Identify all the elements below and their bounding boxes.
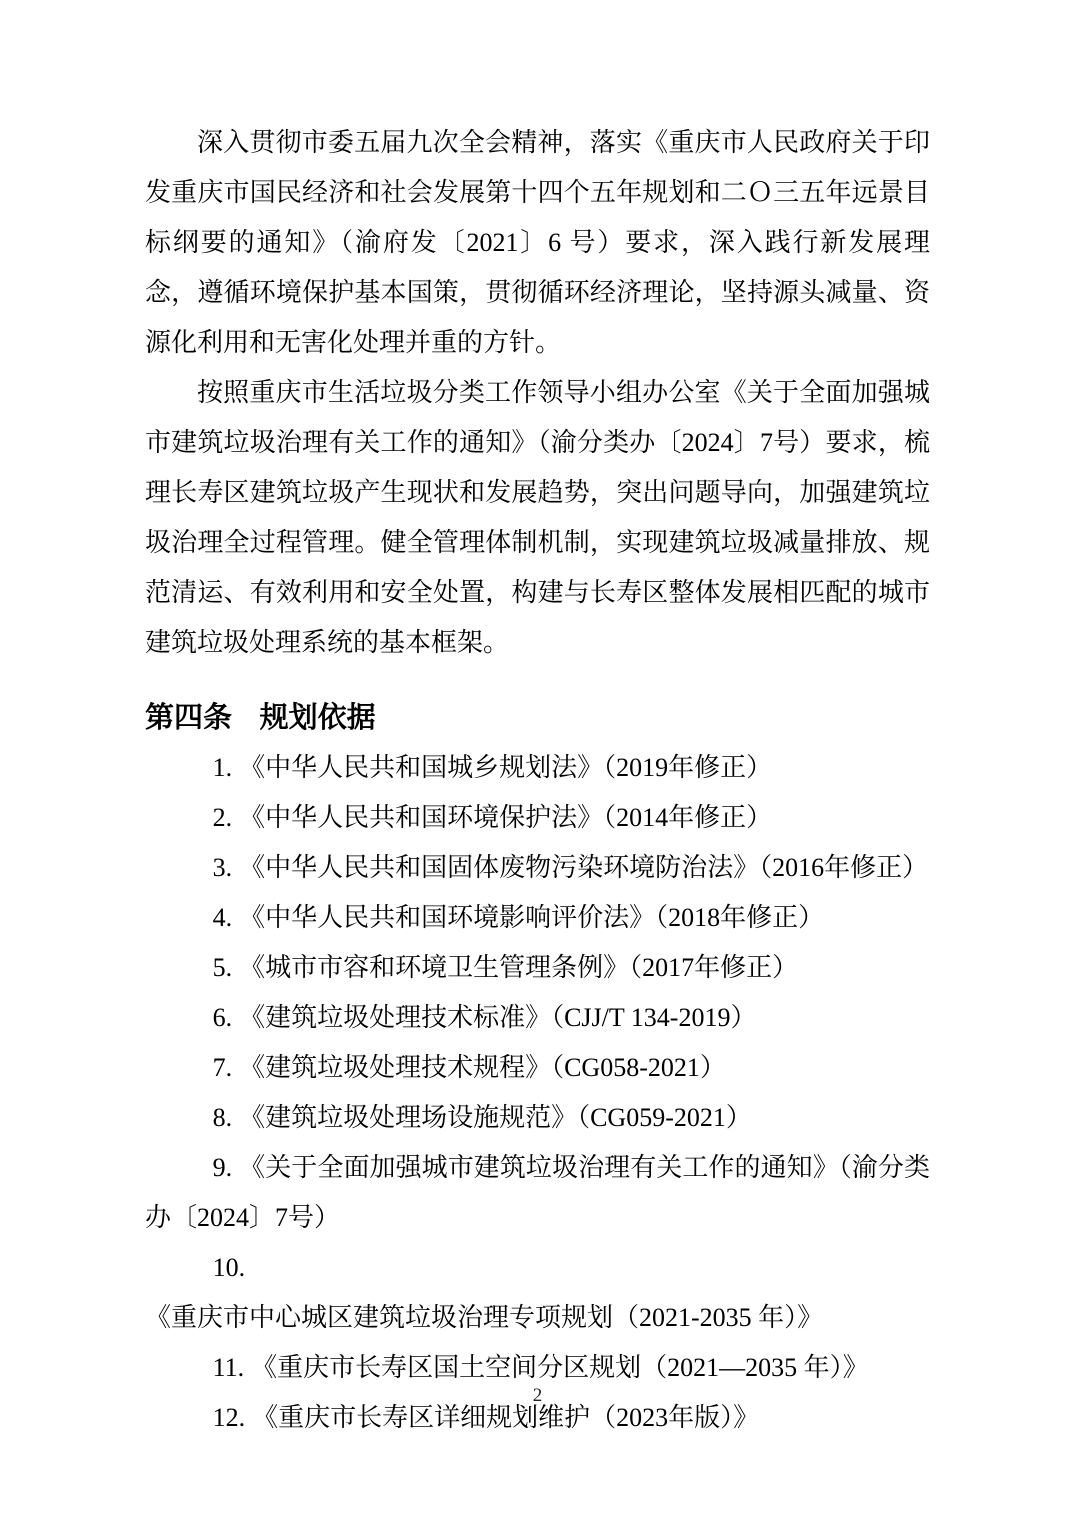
reference-item [145, 1143, 930, 1243]
reference-item [145, 1093, 930, 1143]
reference-text: 《城市市容和环境卫生管理条例》（2017年修正） [239, 953, 799, 982]
reference-text: 《中华人民共和国固体废物污染环境防治法》（2016年修正） [239, 853, 929, 882]
reference-text: 《建筑垃圾处理场设施规范》（CG059-2021） [239, 1103, 752, 1132]
reference-text: 《建筑垃圾处理技术标准》（CJJ/T 134-2019） [239, 1003, 757, 1032]
reference-text: 《中华人民共和国城乡规划法》（2019年修正） [239, 753, 773, 782]
reference-number: 11. [212, 1353, 245, 1382]
body-paragraph: 深入贯彻市委五届九次全会精神，落实《重庆市人民政府关于印发重庆市国民经济和社会发展第十四个五年规划和二Ｏ三五年远景目标纲要的通知》（渝府发〔2021〕6 号）要求，深入践行新发展理念，遵循环境保护基本国策，贯彻循环经济理论，坚持源头减量、资源化利用和无害化处理并重的方针。 [145, 128, 930, 357]
reference-number: 2. [212, 803, 233, 832]
reference-item [145, 1043, 930, 1093]
reference-item [145, 843, 930, 893]
section-heading [145, 693, 930, 743]
reference-list [145, 743, 930, 1443]
reference-text: 《建筑垃圾处理技术规程》（CG058-2021） [239, 1053, 726, 1082]
reference-number: 10. [212, 1253, 246, 1282]
reference-text: 《重庆市长寿区详细规划维护（2023年版）》 [252, 1403, 760, 1432]
reference-number: 9. [212, 1153, 233, 1182]
reference-item [145, 993, 930, 1043]
reference-item [145, 1243, 930, 1343]
reference-number: 12. [212, 1403, 246, 1432]
reference-item [145, 893, 930, 943]
reference-item [145, 793, 930, 843]
reference-number: 3. [212, 853, 233, 882]
reference-number: 4. [212, 903, 233, 932]
reference-item [145, 943, 930, 993]
reference-text: 《重庆市中心城区建筑垃圾治理专项规划（2021-2035 年）》 [145, 1303, 824, 1332]
reference-text: 《中华人民共和国环境保护法》（2014年修正） [239, 803, 773, 832]
reference-number: 7. [212, 1053, 233, 1082]
reference-text: 《中华人民共和国环境影响评价法》（2018年修正） [239, 903, 825, 932]
reference-number: 8. [212, 1103, 233, 1132]
reference-item [145, 743, 930, 793]
body-paragraph: 按照重庆市生活垃圾分类工作领导小组办公室《关于全面加强城市建筑垃圾治理有关工作的通知》（渝分类办〔2024〕7号）要求，梳理长寿区建筑垃圾产生现状和发展趋势，突出问题导向，加强建筑垃圾治理全过程管理。健全管理体制机制，实现建筑垃圾减量排放、规范清运、有效利用和安全处置，构建与长寿区整体发展相匹配的城市建筑垃圾处理系统的基本框架。 [145, 378, 930, 657]
reference-number: 1. [212, 753, 233, 782]
section-number: 第四条 [145, 702, 233, 734]
page-number: 2 [532, 1385, 543, 1406]
reference-text: 《重庆市长寿区国土空间分区规划（2021—2035 年）》 [251, 1353, 869, 1382]
reference-text: 《关于全面加强城市建筑垃圾治理有关工作的通知》（渝分类办〔2024〕7号） [145, 1153, 930, 1232]
reference-number: 6. [212, 1003, 233, 1032]
reference-number: 5. [212, 953, 233, 982]
section-title: 规划依据 [259, 702, 376, 734]
